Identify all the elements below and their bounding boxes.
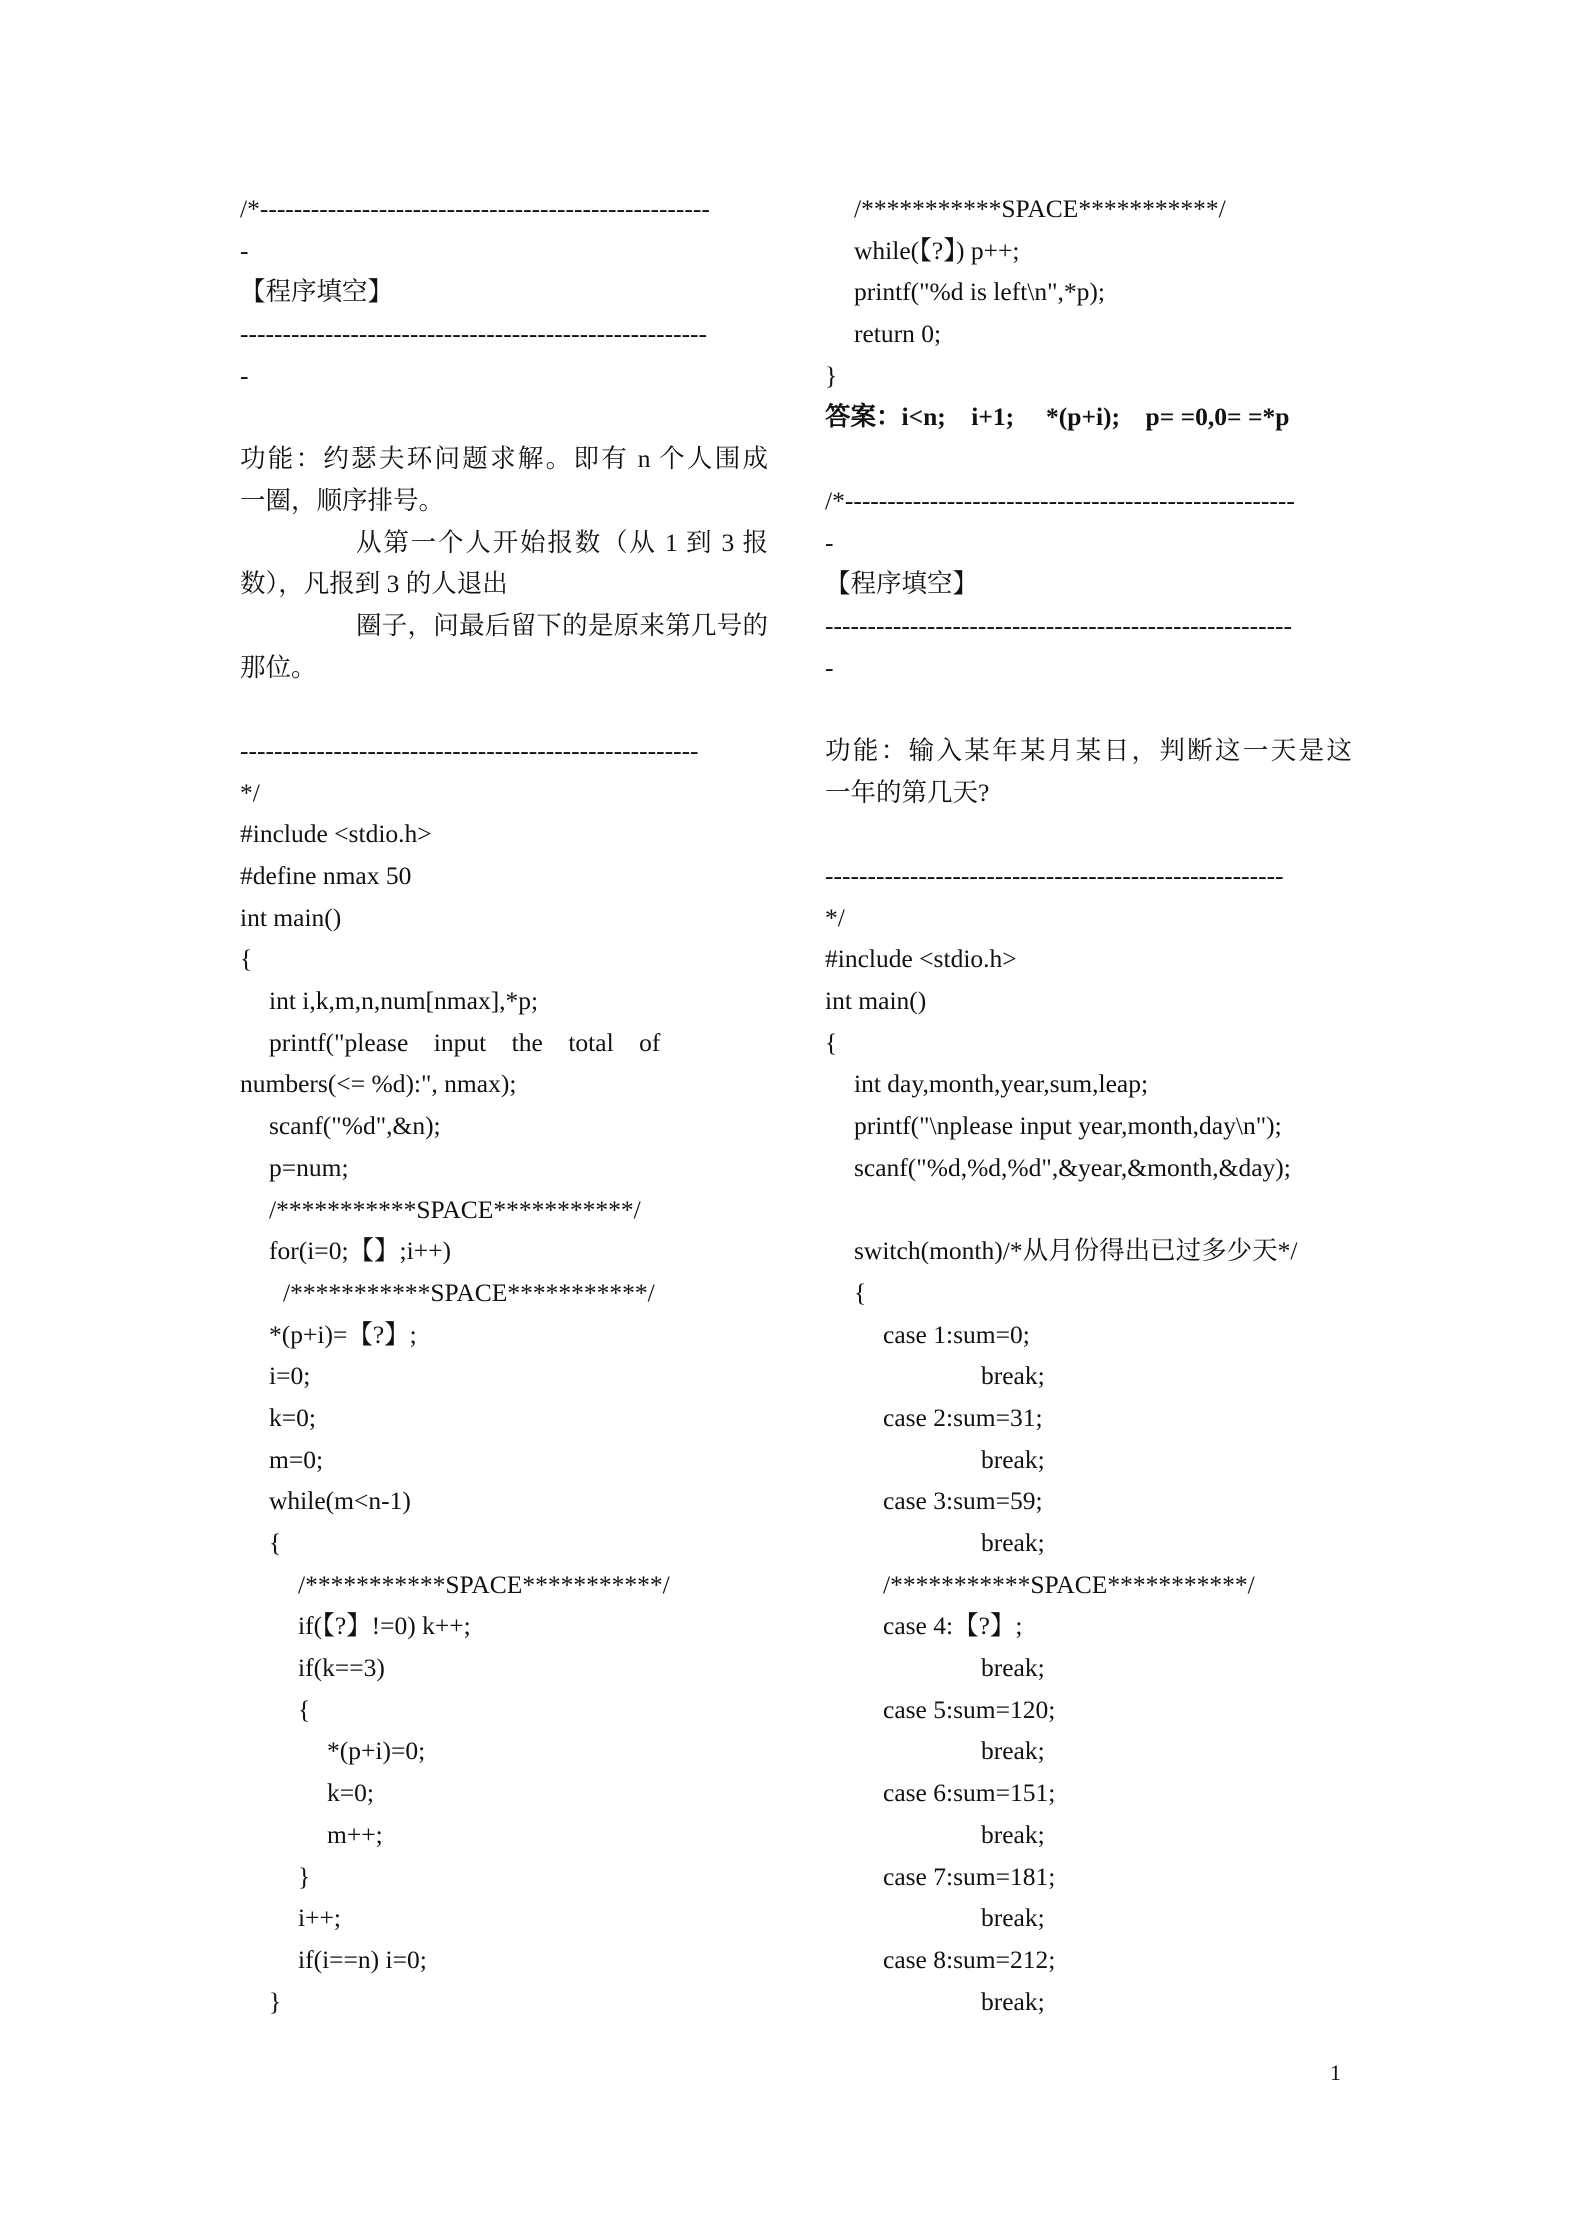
text-line	[825, 438, 1352, 480]
text-line: int i,k,m,n,num[nmax],*p;	[269, 986, 539, 1016]
text-line: -	[825, 652, 834, 682]
text-line: 数），凡报到 3 的人退出	[240, 569, 508, 599]
text-line: break;	[981, 1528, 1045, 1557]
text-line: printf("%d is left\n",*p);	[854, 277, 1105, 307]
text-line	[240, 688, 768, 730]
text-line: printf("please input the total of	[269, 1027, 661, 1057]
text-line: /***********SPACE***********/	[883, 1569, 1255, 1599]
text-line: if(k==3)	[298, 1653, 385, 1683]
text-line: printf("\nplease input year,month,day\n");	[854, 1111, 1282, 1141]
text-line: k=0;	[327, 1778, 374, 1808]
text-line: #define nmax 50	[240, 861, 412, 890]
text-line: {	[854, 1277, 867, 1307]
text-line: 从第一个人开始报数（从 1 到 3 报	[356, 527, 768, 557]
text-line	[825, 688, 1352, 730]
text-line: break;	[981, 1986, 1045, 2016]
text-line: -	[240, 235, 249, 265]
text-line: while(【?】) p++;	[854, 235, 1020, 265]
text-line: case 8:sum=212;	[883, 1944, 1056, 1974]
text-line: 答案：i<n; i+1; *(p+i); p= =0,0= =*p	[825, 402, 1290, 432]
text-line: 【程序填空】	[825, 569, 979, 599]
text-line: break;	[981, 1736, 1045, 1766]
text-line: int main()	[825, 986, 927, 1016]
text-line: break;	[981, 1903, 1045, 1933]
text-line: case 2:sum=31;	[883, 1402, 1043, 1432]
text-line: return 0;	[854, 319, 942, 349]
text-line: case 3:sum=59;	[883, 1486, 1043, 1516]
text-line: {	[298, 1694, 311, 1724]
text-line: break;	[981, 1653, 1045, 1683]
text-line: /***********SPACE***********/	[854, 194, 1226, 223]
text-line: case 1:sum=0;	[883, 1319, 1030, 1349]
text-line: while(m<n-1)	[269, 1486, 411, 1516]
text-line: int main()	[240, 902, 342, 932]
text-line: 功能：约瑟夫环问题求解。即有 n 个人围成	[240, 444, 768, 474]
page-number: 1	[1330, 2060, 1341, 2085]
text-line: #include <stdio.h>	[825, 944, 1017, 974]
right-column	[825, 188, 1352, 2022]
text-line: /*-----------------------------------------------------	[825, 485, 1295, 515]
text-line: *(p+i)=【?】;	[269, 1319, 417, 1349]
text-line: case 7:sum=181;	[883, 1861, 1056, 1891]
text-line: i++;	[298, 1903, 341, 1933]
text-line: /***********SPACE***********/	[298, 1569, 670, 1599]
text-line: k=0;	[269, 1402, 316, 1432]
text-line: {	[825, 1027, 838, 1057]
text-line: *(p+i)=0;	[327, 1736, 426, 1766]
text-line: }	[825, 360, 838, 390]
text-line: 那位。	[240, 652, 317, 682]
text-line	[825, 1189, 1352, 1231]
text-line: {	[240, 944, 253, 974]
text-line: /***********SPACE***********/	[269, 1194, 641, 1224]
text-line: scanf("%d,%d,%d",&year,&month,&day);	[854, 1152, 1291, 1182]
text-line: */	[825, 902, 845, 932]
text-line: }	[298, 1861, 311, 1891]
text-line: numbers(<= %d):", nmax);	[240, 1069, 517, 1099]
text-line: ------------------------------------------------------	[825, 861, 1284, 890]
text-line: scanf("%d",&n);	[269, 1111, 441, 1141]
text-line: int day,month,year,sum,leap;	[854, 1069, 1149, 1099]
text-line: -------------------------------------------------------	[825, 610, 1293, 640]
text-line: switch(month)/*从月份得出已过多少天*/	[854, 1236, 1298, 1266]
text-line: m=0;	[269, 1444, 324, 1474]
text-line: if(i==n) i=0;	[298, 1944, 427, 1974]
text-line: m++;	[327, 1819, 383, 1849]
text-line	[240, 396, 768, 438]
text-line: */	[240, 777, 260, 807]
text-line: 圈子，问最后留下的是原来第几号的	[356, 610, 768, 640]
text-line: {	[269, 1528, 282, 1557]
text-line: ------------------------------------------------------	[240, 735, 699, 765]
text-line: p=num;	[269, 1152, 349, 1182]
text-line: -	[825, 527, 834, 557]
text-line: 功能：输入某年某月某日，判断这一天是这	[825, 735, 1352, 765]
left-column	[240, 188, 768, 2022]
text-line: /***********SPACE***********/	[283, 1277, 655, 1307]
text-line: case 6:sum=151;	[883, 1778, 1056, 1808]
text-line: /*-----------------------------------------------------	[240, 194, 710, 223]
text-line: #include <stdio.h>	[240, 819, 432, 849]
text-line: break;	[981, 1819, 1045, 1849]
text-line: 一圈，顺序排号。	[240, 485, 445, 515]
text-line: 【程序填空】	[240, 277, 394, 307]
text-line: 一年的第几天?	[825, 777, 990, 807]
text-line: case 4:【?】;	[883, 1611, 1023, 1641]
text-line: i=0;	[269, 1361, 311, 1391]
text-line: }	[269, 1986, 282, 2016]
text-line: -------------------------------------------------------	[240, 319, 708, 349]
text-line: break;	[981, 1361, 1045, 1391]
text-line: -	[240, 360, 249, 390]
text-line: if(【?】!=0) k++;	[298, 1611, 471, 1641]
text-line: break;	[981, 1444, 1045, 1474]
text-line: case 5:sum=120;	[883, 1694, 1056, 1724]
text-line	[825, 813, 1352, 855]
text-line: for(i=0;【】;i++)	[269, 1236, 451, 1266]
